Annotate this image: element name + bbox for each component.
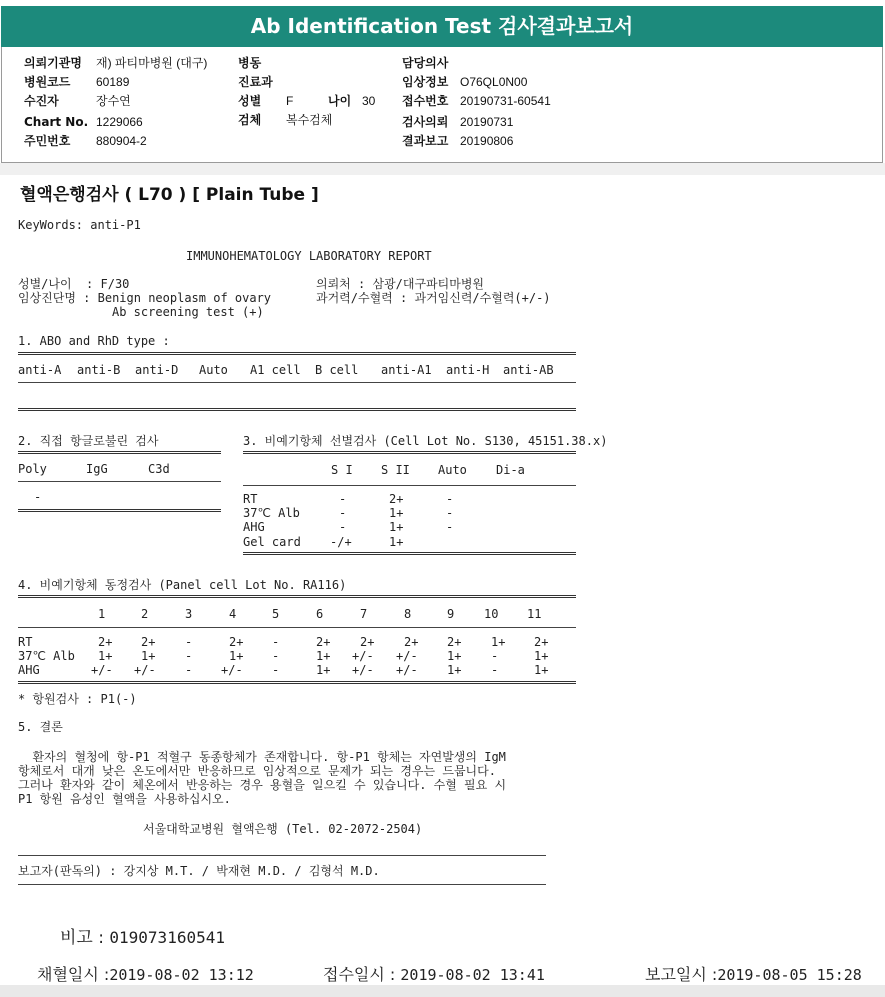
diagnosis-line-2: Ab screening test (+) <box>112 305 264 319</box>
requester-line: 의뢰처 : 삼광/대구파티마병원 <box>316 277 485 291</box>
screen-cell: 2+ <box>389 492 404 506</box>
panel-row-label: AHG <box>18 663 40 677</box>
abo-col-7: anti-A1 <box>381 363 432 377</box>
panel-cell: +/- <box>396 663 418 677</box>
history-line: 과거력/수혈력 : 과거임신력/수혈력(+/-) <box>316 291 551 305</box>
panel-cell: 2+ <box>316 635 331 649</box>
abo-col-3: anti-D <box>135 363 179 377</box>
panel-cell: 1+ <box>491 635 506 649</box>
screen-title: 3. 비예기항체 선별검사 (Cell Lot No. S130, 45151.38.x) <box>243 434 608 448</box>
abo-col-4: Auto <box>199 363 228 377</box>
bottom-scroll-strip[interactable] <box>0 985 885 997</box>
hospital-contact: 서울대학교병원 혈액은행 (Tel. 02-2072-2504) <box>143 822 423 836</box>
panel-cell: +/- <box>352 663 374 677</box>
panel-rule-mid <box>18 627 576 628</box>
screen-col-dia: Di-a <box>496 463 525 477</box>
panel-col: 6 <box>316 607 324 621</box>
screen-cell: 1+ <box>389 535 404 549</box>
panel-cell: 1+ <box>141 649 156 663</box>
panel-cell: 2+ <box>141 635 156 649</box>
panel-title: 4. 비예기항체 동정검사 (Panel cell Lot No. RA116) <box>18 578 347 592</box>
panel-cell: - <box>272 635 280 649</box>
reporters: 보고자(판독의) : 강지상 M.T. / 박재현 M.D. / 김형석 M.D. <box>18 864 380 878</box>
panel-cell: 2+ <box>98 635 113 649</box>
abo-rule-mid <box>18 382 576 383</box>
abo-title: 1. ABO and RhD type : <box>18 334 170 348</box>
receipt-time: 접수일시 : 2019-08-02 13:41 <box>323 965 545 984</box>
panel-cell: - <box>185 649 193 663</box>
screen-rule-mid <box>243 485 576 486</box>
screen-col-s1: S I <box>331 463 353 477</box>
panel-cell: +/- <box>221 663 243 677</box>
panel-cell: 1+ <box>447 649 462 663</box>
panel-col: 8 <box>404 607 412 621</box>
abo-col-1: anti-A <box>18 363 62 377</box>
screen-cell: -/+ <box>330 535 352 549</box>
screen-cell: - <box>446 520 454 534</box>
panel-row-label: 37℃ Alb <box>18 649 75 663</box>
dat-col-poly: Poly <box>18 462 47 476</box>
panel-cell: 2+ <box>229 635 244 649</box>
panel-rule-top <box>18 595 576 598</box>
conclusion-line: 환자의 혈청에 항-P1 적혈구 동종항체가 존재합니다. 항-P1 항체는 자연발생의 IgM <box>18 750 506 764</box>
screen-cell: - <box>339 506 347 520</box>
reporter-rule-top <box>18 855 546 856</box>
panel-cell: - <box>491 663 499 677</box>
panel-col: 5 <box>272 607 280 621</box>
screen-rule-bottom <box>243 552 576 555</box>
panel-cell: +/- <box>352 649 374 663</box>
panel-col: 9 <box>447 607 455 621</box>
ward-field: 병동 <box>238 56 262 70</box>
physician-field: 담당의사 <box>402 56 449 70</box>
abo-col-9: anti-AB <box>503 363 554 377</box>
diagnosis-line: 임상진단명 : Benign neoplasm of ovary <box>18 291 272 305</box>
panel-cell: 1+ <box>534 663 549 677</box>
panel-cell: 1+ <box>229 649 244 663</box>
report-date-field: 결과보고 20190806 <box>402 134 514 148</box>
screen-col-s2: S II <box>381 463 410 477</box>
screen-col-auto: Auto <box>438 463 467 477</box>
panel-cell: - <box>185 635 193 649</box>
panel-cell: - <box>491 649 499 663</box>
resident-no-field: 주민번호 880904-2 <box>24 134 147 148</box>
panel-cell: 1+ <box>316 663 331 677</box>
screen-row-label: RT <box>243 492 258 506</box>
panel-cell: - <box>272 663 280 677</box>
abo-col-8: anti-H <box>446 363 490 377</box>
panel-col: 11 <box>527 607 542 621</box>
report-banner-title: Ab Identification Test 검사결과보고서 <box>1 6 883 47</box>
panel-cell: 1+ <box>98 649 113 663</box>
panel-cell: 1+ <box>534 649 549 663</box>
screen-cell: - <box>339 520 347 534</box>
panel-col: 10 <box>484 607 499 621</box>
panel-col: 3 <box>185 607 193 621</box>
clinical-info-field: 임상정보 O76QL0N00 <box>402 75 528 89</box>
sex-age-line: 성별/나이 : F/30 <box>18 277 130 291</box>
lab-report-title: IMMUNOHEMATOLOGY LABORATORY REPORT <box>186 249 432 263</box>
panel-cell: 2+ <box>404 635 419 649</box>
reporter-rule-bottom <box>18 884 546 885</box>
screen-cell: - <box>446 492 454 506</box>
screen-cell: - <box>446 506 454 520</box>
patient-name-field: 수진자 장수연 <box>24 94 131 108</box>
panel-row-label: RT <box>18 635 33 649</box>
collection-time: 채혈일시 :2019-08-02 13:12 <box>37 965 254 984</box>
dat-rule-top <box>18 451 221 454</box>
section-title: 혈액은행검사 ( L70 ) [ Plain Tube ] <box>20 185 319 205</box>
screen-cell: 1+ <box>389 520 404 534</box>
dat-col-c3d: C3d <box>148 462 170 476</box>
sex-age-field: 성별 F 나이 30 <box>238 94 376 108</box>
panel-col: 2 <box>141 607 149 621</box>
request-date-field: 검사의뢰 20190731 <box>402 115 514 129</box>
panel-col: 4 <box>229 607 237 621</box>
patient-info-box <box>1 47 883 163</box>
panel-cell: 2+ <box>534 635 549 649</box>
dat-title: 2. 직접 항글로불린 검사 <box>18 434 159 448</box>
screen-cell: 1+ <box>389 506 404 520</box>
panel-col: 1 <box>98 607 106 621</box>
dat-rule-bottom <box>18 509 221 512</box>
institution-field: 의뢰기관명 재) 파티마병원 (대구) <box>24 56 208 70</box>
antigen-test: * 항원검사 : P1(-) <box>18 692 137 706</box>
dat-col-igg: IgG <box>86 462 108 476</box>
screen-rule-top <box>243 451 576 454</box>
department-field: 진료과 <box>238 75 273 89</box>
panel-cell: 1+ <box>316 649 331 663</box>
report-time: 보고일시 :2019-08-05 15:28 <box>645 965 862 984</box>
screen-cell: - <box>339 492 347 506</box>
conclusion-line: 그러나 환자와 같이 체온에서 반응하는 경우 용혈을 일으킬 수 있습니다. 수혈 필요 시 <box>18 778 507 792</box>
receipt-no-field: 접수번호 20190731-60541 <box>402 94 551 108</box>
panel-cell: +/- <box>91 663 113 677</box>
panel-cell: 2+ <box>447 635 462 649</box>
abo-rule-bottom <box>18 408 576 411</box>
remark-field: 비고 : 019073160541 <box>60 928 225 948</box>
abo-rule-top <box>18 352 576 355</box>
specimen-field: 검체 복수검체 <box>238 113 333 127</box>
screen-row-label: 37℃ Alb <box>243 506 300 520</box>
abo-col-5: A1 cell <box>250 363 301 377</box>
separator-band <box>0 163 885 175</box>
panel-cell: 2+ <box>360 635 375 649</box>
panel-cell: - <box>185 663 193 677</box>
conclusion-line: 항체로서 대개 낮은 온도에서만 반응하므로 임상적으로 문제가 되는 경우는 드뭅니다. <box>18 764 496 778</box>
keywords: KeyWords: anti-P1 <box>18 218 141 232</box>
hospital-code-field: 병원코드 60189 <box>24 75 130 89</box>
panel-cell: +/- <box>396 649 418 663</box>
dat-rule-mid <box>18 481 221 482</box>
screen-row-label: AHG <box>243 520 265 534</box>
panel-cell: 1+ <box>447 663 462 677</box>
dat-value: - <box>34 490 42 504</box>
panel-cell: - <box>272 649 280 663</box>
conclusion-line: P1 항원 음성인 혈액을 사용하십시오. <box>18 792 231 806</box>
panel-col: 7 <box>360 607 368 621</box>
abo-col-6: B cell <box>315 363 359 377</box>
panel-rule-bottom <box>18 681 576 684</box>
conclusion-title: 5. 결론 <box>18 720 63 734</box>
abo-col-2: anti-B <box>77 363 121 377</box>
screen-row-label: Gel card <box>243 535 301 549</box>
chart-no-field: Chart No. 1229066 <box>24 115 143 129</box>
panel-cell: +/- <box>134 663 156 677</box>
